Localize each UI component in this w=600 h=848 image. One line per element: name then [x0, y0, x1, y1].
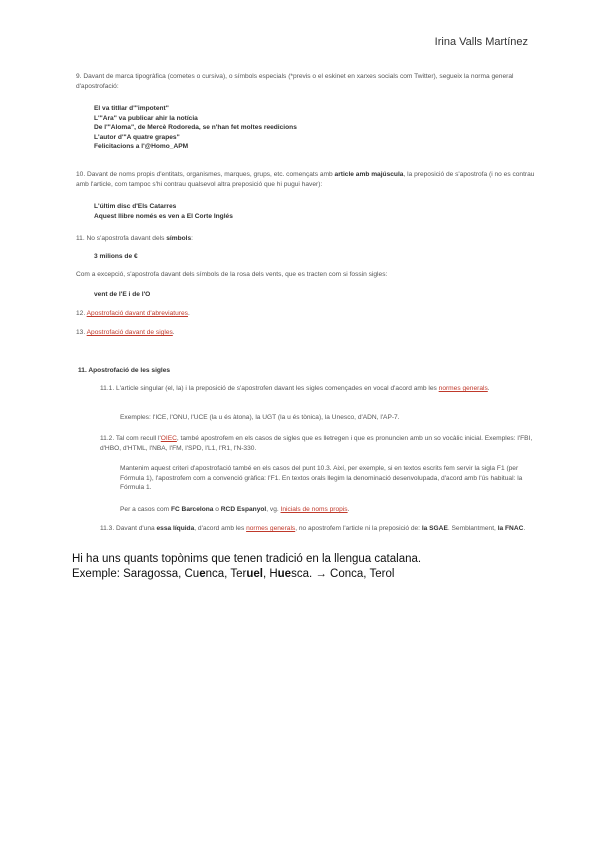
link-abreviatures[interactable]: Apostrofació davant d'abreviatures [86, 310, 188, 317]
rule-9: 9. Davant de marca tipogràfica (cometes o cursiva), o símbols especials (*previs o el eskinet en xarxes socials com Twitter), segueix la norma general d'apostrofació: [76, 73, 514, 90]
example-11-1: Exemples: l'ICE, l'ONU, l'UCE (la u és àtona), la UGT (la u és tònica), la Unesco, d'ADN, l'AP-7. [120, 414, 400, 421]
example-line: El va titllar d'"impotent" [94, 105, 169, 112]
author-name: Irina Valls Martínez [434, 36, 528, 48]
rule-13: 13. Apostrofació davant de sigles. [76, 329, 175, 336]
link-oiec[interactable]: OIEC [160, 435, 177, 442]
example-line: L'autor d'"A quatre grapes" [94, 133, 180, 141]
rule-11-exception: Com a excepció, s'apostrofa davant dels símbols de la rosa dels vents, que es tracten com si fossin sigles: [76, 271, 388, 278]
link-normes-generals[interactable]: normes generals [438, 385, 488, 392]
link-sigles[interactable]: Apostrofació davant de sigles [86, 329, 173, 336]
examples-rule-10 [94, 202, 536, 221]
cases-11-2: Per a casos com FC Barcelona o RCD Espanyol, vg. Inicials de noms propis. [120, 506, 350, 513]
caption-line-1: Hi ha uns quants topònims que tenen tradició en la llengua catalana. [72, 553, 422, 565]
example-line: Aquest llibre només es ven a El Corte Inglés [94, 212, 233, 220]
example-rule-11b: vent de l'E i de l'O [94, 291, 151, 298]
note-11-2: Mantenim aquest criteri d'apostrofació també en els casos del punt 10.3. Així, per exemple, si en textos escrits fem servir la sigla F1 (per Fórmula 1), l'apostrofem com a convenció gràfica: l'F1. En textos orals llegim la denominació desenvolupada, d'acord amb l'ús habitual: la Fórmula 1. [120, 465, 523, 492]
link-inicials[interactable]: Inicials de noms propis [280, 506, 348, 513]
toponyms-caption [72, 552, 421, 582]
example-line: L'"Ara" va publicar ahir la notícia [94, 114, 198, 122]
section-title-sigles: 11. Apostrofació de les sigles [78, 367, 171, 374]
rule-12: 12. Apostrofació davant d'abreviatures. [76, 310, 190, 317]
caption-line-2: Exemple: Saragossa, Cuenca, Teruel, Huesca. → Conca, Terol [72, 568, 395, 580]
example-line: De l'"Aloma", de Mercè Rodoreda, se n'han fet moltes reedicions [94, 124, 297, 132]
rule-11-2: 11.2. Tal com recull l'OIEC, també apostrofem en els casos de sigles que es lletregen i que es pronuncien amb un so vocàlic inicial. Exemples: l'FBI, d'HBO, d'HTML, l'NBA, l'FM, l'SPD, l'L1, l'R1, l'N-330. [100, 435, 533, 452]
link-normes-generals-2[interactable]: normes generals [246, 525, 296, 532]
example-line: Felicitacions a l'@Homo_APM [94, 143, 189, 151]
example-line: L'últim disc d'Els Catarres [94, 203, 177, 210]
examples-rule-9 [94, 104, 536, 152]
example-rule-11: 3 milions de € [94, 253, 138, 260]
rule-11: 11. No s'apostrofa davant dels símbols: [76, 235, 193, 242]
rule-11-3: 11.3. Davant d'una essa líquida, d'acord amb les normes generals, no apostrofem l'article ni la preposició de: la SGAE. Semblantment, la FNAC. [100, 525, 526, 532]
rule-11-1: 11.1. L'article singular (el, la) i la preposició de s'apostrofen davant les sigles començades en vocal d'acord amb les normes generals. [100, 385, 490, 392]
rule-10: 10. Davant de noms propis d'entitats, organismes, marques, grups, etc. començats amb article amb majúscula, la preposició de s'apostrofa (i no es contrau amb l'article, com tampoc s'hi contrau qualsevol altra preposició que hi pugui haver): [76, 171, 535, 188]
